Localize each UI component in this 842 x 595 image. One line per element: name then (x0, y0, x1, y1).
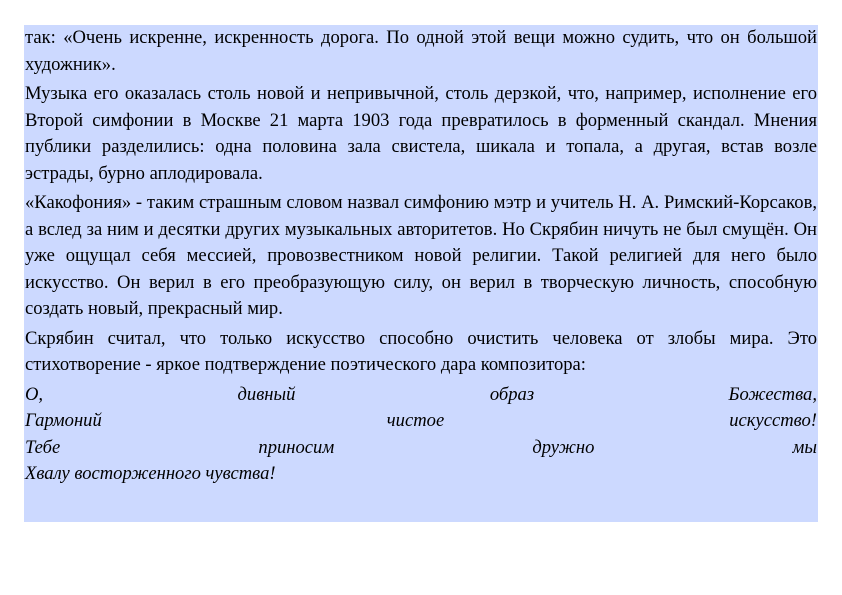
poem-word: приносим (258, 436, 335, 458)
poem-word: искусство! (729, 410, 817, 431)
poem-word: Божества, (728, 383, 817, 405)
poem-line-1 (25, 382, 817, 409)
poem-word: Гармоний (25, 410, 102, 431)
poem-word: дивный (237, 383, 296, 405)
poem-word: мы (792, 436, 817, 458)
paragraph-2: Музыка его оказалась столь новой и непривычной, столь дерзкой, что, например, исполнение его Второй симфонии в Москве 21 марта 1903 года превратилось в форменный скандал. Мнения публики разделились: одна половина зала свистела, шикала и топала, а другая, встав возле эстрады, бурно аплодировала. (25, 83, 817, 184)
poem-word: образ (489, 383, 535, 405)
poem-word: чистое (386, 410, 445, 431)
poem-line-2 (25, 408, 817, 435)
poem-line-3 (25, 435, 817, 462)
paragraph-1: так: «Очень искренне, искренность дорога. По одной этой вещи можно судить, что он большой художник». (25, 27, 817, 75)
paragraph-3: «Какофония» - таким страшным словом назвал симфонию мэтр и учитель Н. А. Римский-Корсаков, а вслед за ним и десятки других музыкальных авторитетов. Но Скрябин ничуть не был смущён. Он уже ощущал себя мессией, провозвестником новой религии. Такой религией для него было искусство. Он верил в его преобразующую силу, он верил в творческую личность, способную создать новый, прекрасный мир. (25, 192, 817, 319)
poem-word: Тебе (25, 436, 61, 458)
poem-word: дружно (532, 436, 595, 458)
poem-word: Хвалу восторженного чувства! (25, 463, 276, 484)
paragraph-4: Скрябин считал, что только искусство способно очистить человека от злобы мира. Это стихотворение - яркое подтверждение поэтического дара композитора: (25, 327, 817, 375)
text-block (24, 25, 818, 522)
poem (25, 382, 817, 488)
poem-line-4 (25, 461, 817, 488)
poem-word: О, (25, 383, 44, 405)
